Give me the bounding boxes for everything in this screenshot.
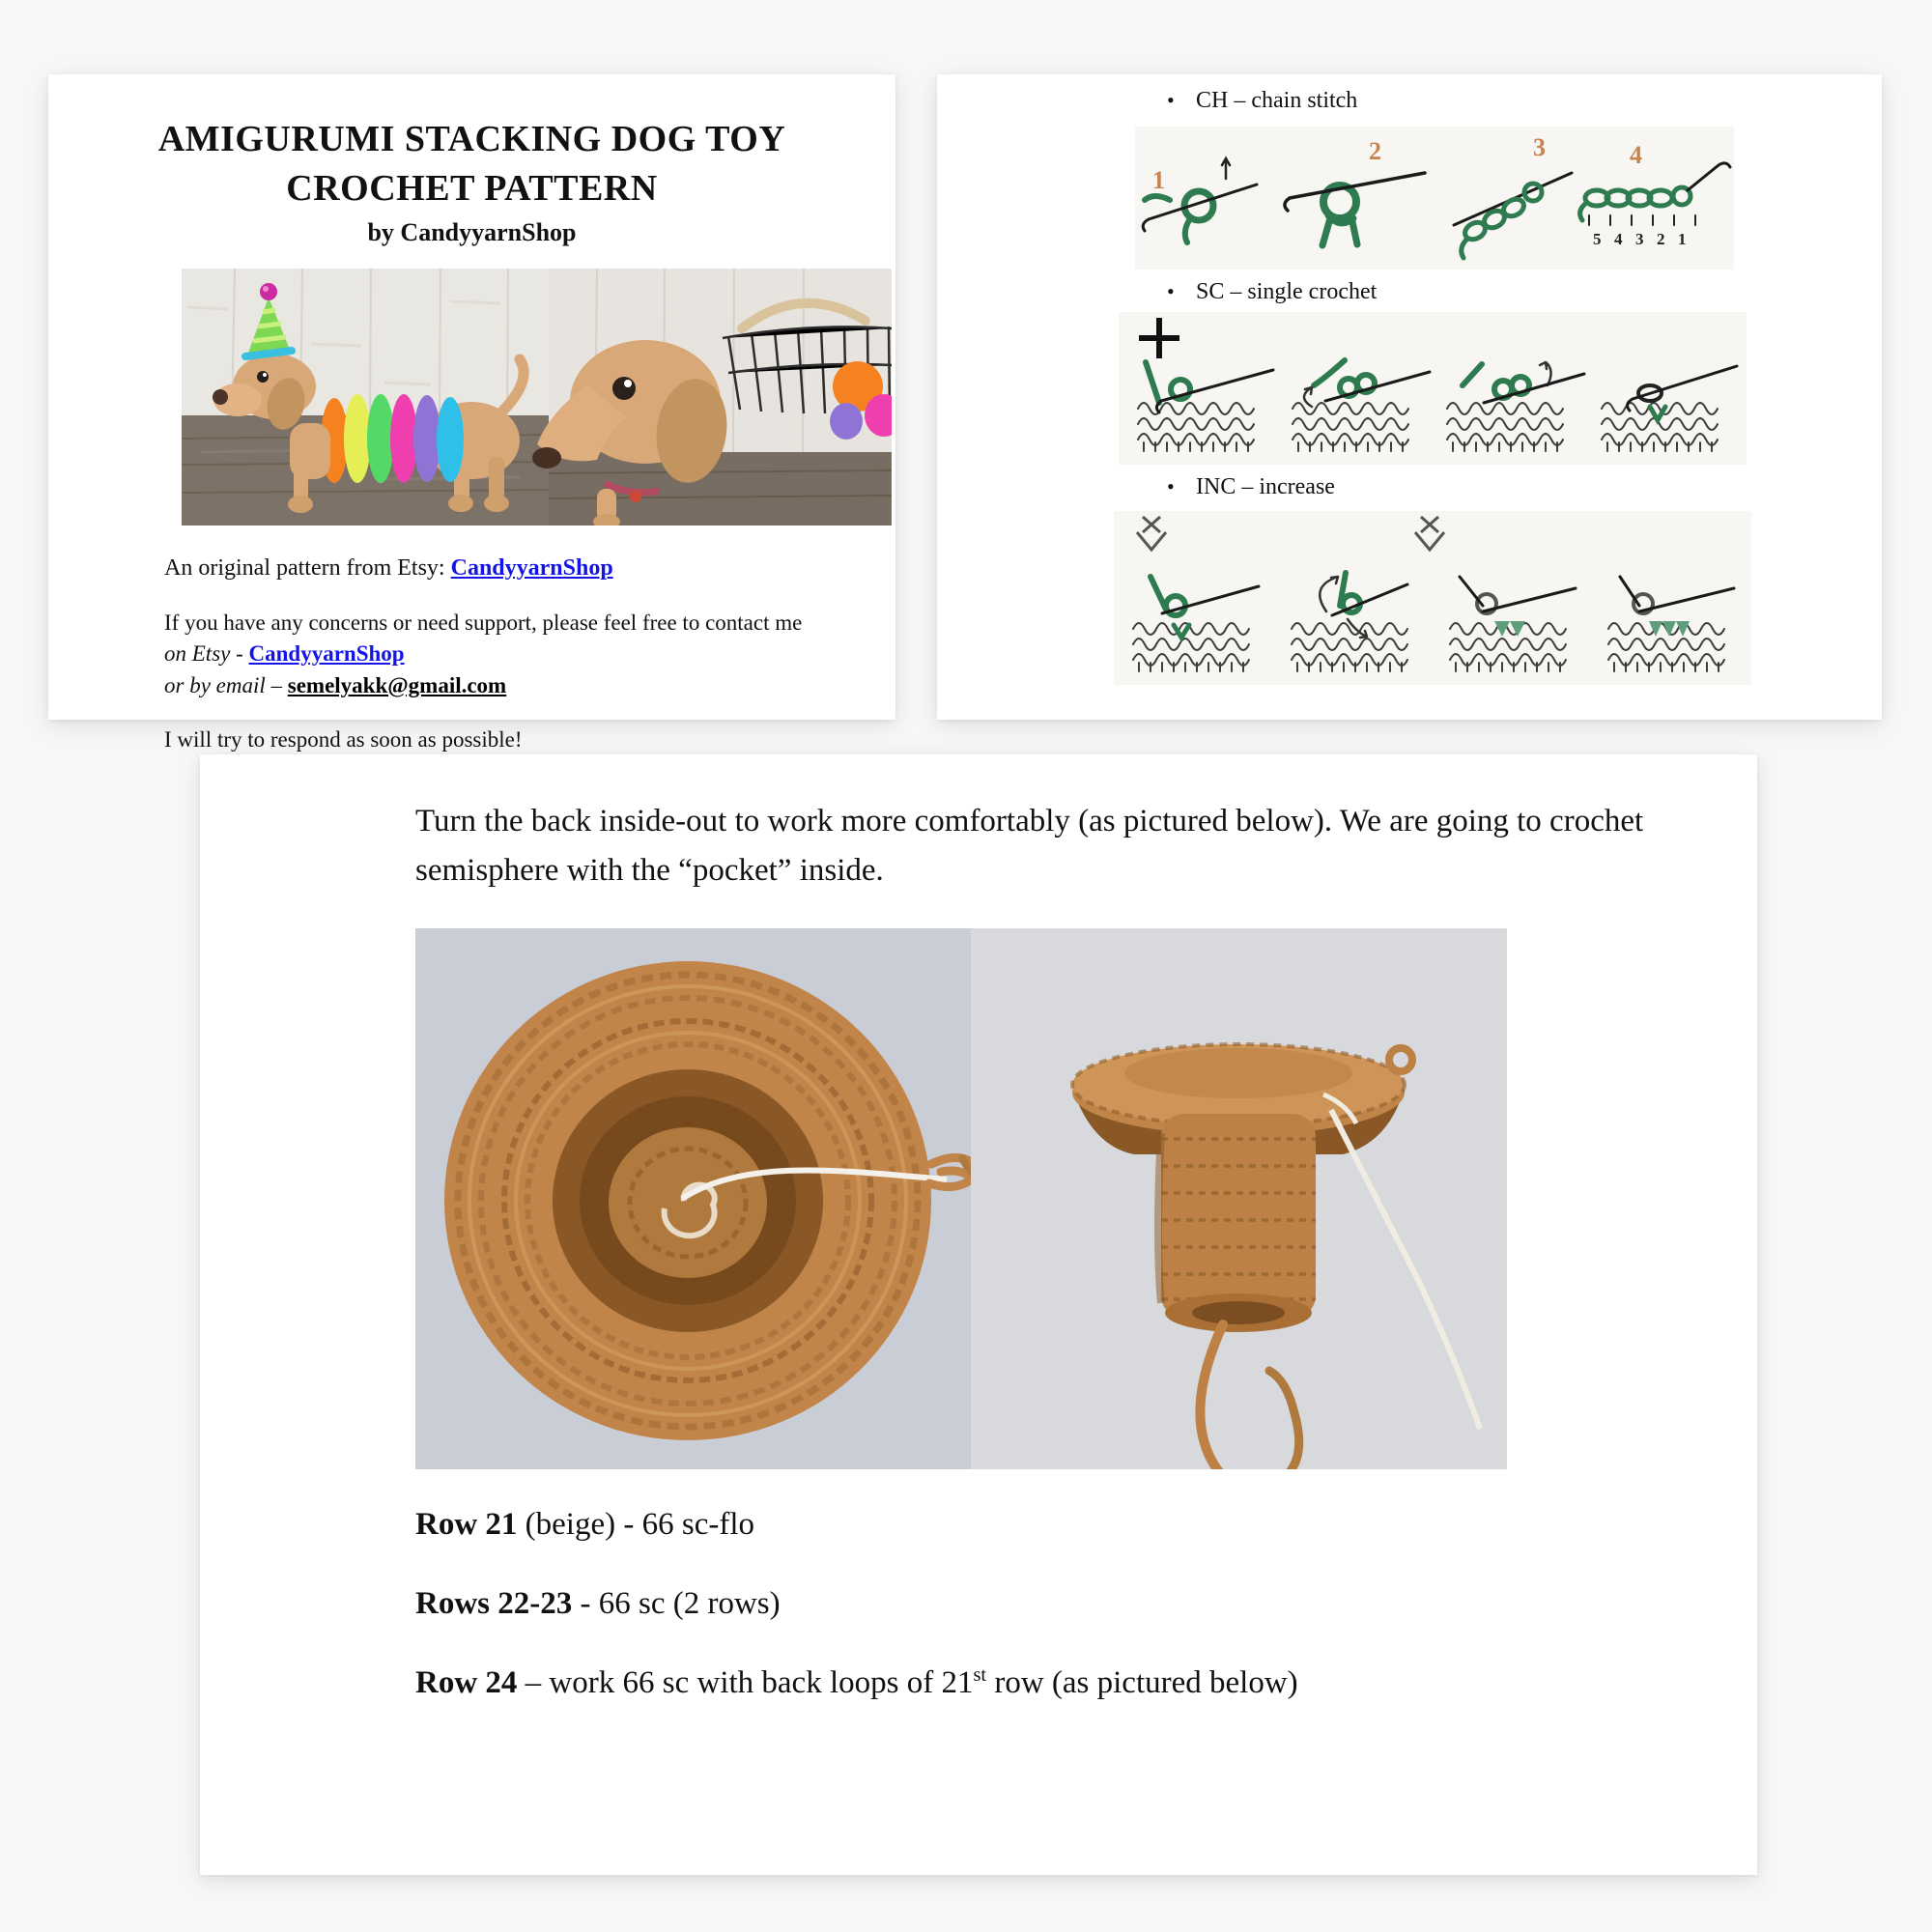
- disc-top-view-photo: [415, 928, 991, 1469]
- glossary-term-ch-label: CH – chain stitch: [1196, 88, 1358, 113]
- row-21-line: [415, 1506, 1757, 1543]
- row-24-tail: row (as pictured below): [986, 1665, 1298, 1701]
- chain-count-label: 1: [1678, 230, 1687, 248]
- inverted-pocket-photo: [971, 928, 1507, 1469]
- chain-stitch-diagram: [1135, 127, 1734, 270]
- byline: by CandyyarnShop: [367, 217, 577, 246]
- instruction-page-card: [200, 754, 1757, 1875]
- dog-toy-photos: [182, 269, 892, 526]
- increase-diagram: [1114, 511, 1751, 685]
- row-24-text: – work 66 sc with back loops of 21: [517, 1665, 974, 1701]
- pattern-title-line2: CROCHET PATTERN: [286, 168, 658, 210]
- glossary-term-inc: [1167, 474, 1335, 500]
- chain-count-label: 4: [1614, 230, 1623, 248]
- etsy-contact-line: [164, 639, 861, 669]
- bullet-dot: •: [1167, 88, 1175, 112]
- glossary-term-sc-label: SC – single crochet: [1196, 279, 1378, 304]
- origin-etsy-link[interactable]: CandyyarnShop: [450, 554, 613, 581]
- origin-prefix-text: An original pattern from Etsy:: [164, 554, 451, 581]
- etsy-origin-line: [164, 553, 861, 585]
- stacking-dog-side-photo: [182, 269, 549, 526]
- glossary-term-ch: [1167, 88, 1357, 114]
- row-22-23-label: Rows 22-23: [415, 1586, 573, 1622]
- contact-text-block: [164, 553, 861, 755]
- ch-step-number: 3: [1533, 133, 1546, 161]
- ch-step-number: 4: [1630, 141, 1642, 169]
- row-21-label: Row 21: [415, 1507, 518, 1543]
- row-24-line: [415, 1664, 1757, 1701]
- glossary-term-inc-label: INC – increase: [1196, 474, 1335, 499]
- ch-step-number: 1: [1152, 166, 1165, 194]
- semisphere-photos: [415, 928, 1507, 1469]
- instruction-paragraph: Turn the back inside-out to work more comfortably (as pictured below). We are going to crochet semisphere with the “pocket” inside.: [415, 804, 1644, 889]
- row-22-23-line: [415, 1585, 1757, 1622]
- email-prefix: or by email –: [164, 672, 288, 697]
- email-link[interactable]: semelyakk@gmail.com: [287, 672, 507, 697]
- pattern-title: [48, 115, 895, 214]
- etsy-contact-prefix: on Etsy -: [164, 641, 249, 667]
- row-22-23-text: - 66 sc (2 rows): [572, 1586, 781, 1622]
- row-21-text: (beige) - 66 sc-flo: [517, 1507, 754, 1543]
- pattern-title-page-card: [48, 74, 895, 752]
- chain-count-label: 3: [1635, 230, 1644, 248]
- pattern-rows-block: [415, 1506, 1757, 1701]
- ch-step-number: 2: [1369, 137, 1381, 165]
- pattern-title-line1: AMIGURUMI STACKING DOG TOY: [157, 119, 786, 159]
- etsy-contact-link[interactable]: CandyyarnShop: [248, 641, 405, 667]
- chain-count-label: 5: [1593, 230, 1602, 248]
- email-line: [164, 670, 861, 701]
- closing-line: I will try to respond as soon as possible!: [164, 726, 523, 752]
- single-crochet-diagram: [1119, 312, 1747, 465]
- support-line: If you have any concerns or need support, please feel free to contact me: [164, 611, 803, 636]
- bullet-dot: •: [1167, 279, 1175, 303]
- row-24-label: Row 24: [415, 1665, 518, 1701]
- stitch-glossary-card: [937, 74, 1882, 720]
- glossary-term-sc: [1167, 279, 1377, 305]
- chain-count-label: 2: [1657, 230, 1665, 248]
- stacking-dog-closeup-photo: [532, 269, 892, 526]
- bullet-dot: •: [1167, 474, 1175, 498]
- row-24-sup: st: [973, 1664, 987, 1687]
